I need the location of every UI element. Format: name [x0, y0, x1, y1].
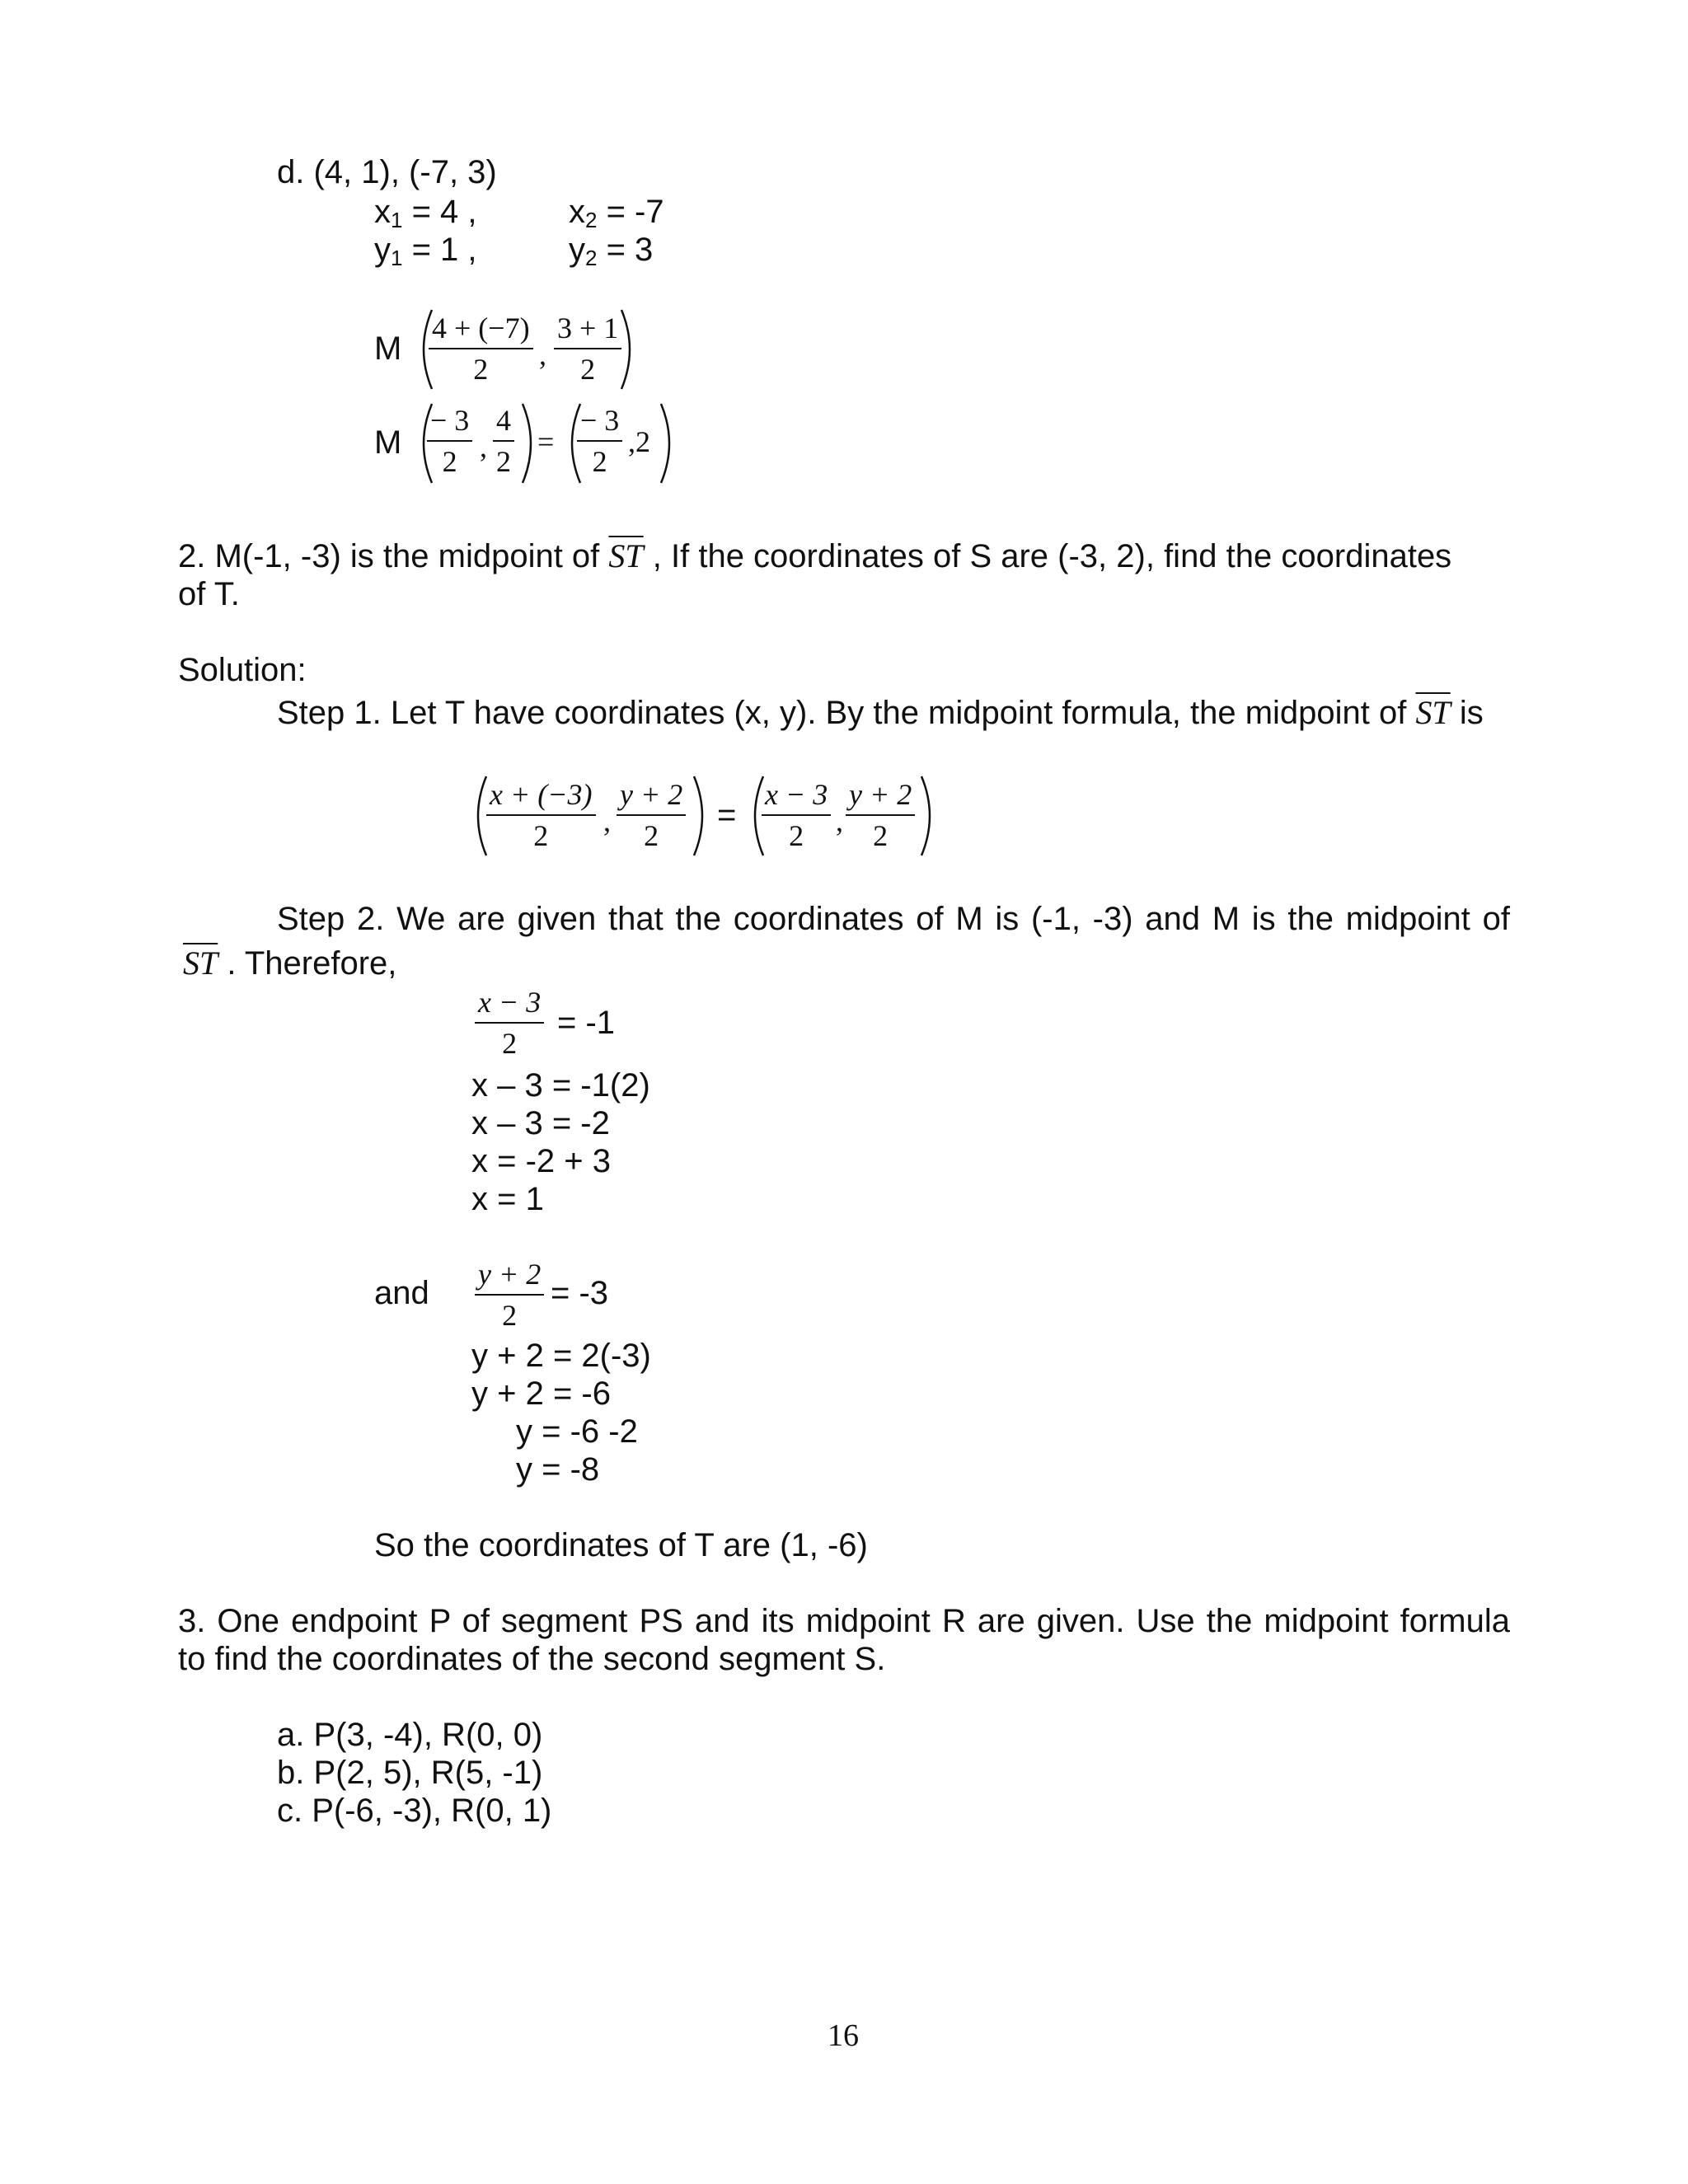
- comma: ,: [539, 338, 546, 371]
- x-step-1: x – 3 = -1(2): [471, 1067, 650, 1104]
- problem-3-item-b: b. P(2, 5), R(5, -1): [277, 1755, 543, 1791]
- comma: ,: [603, 804, 611, 837]
- midpoint-m2-label: M: [374, 424, 402, 461]
- and-label: and: [374, 1275, 429, 1311]
- step-2-line2: $\overline{ST}$ . Therefore,: [183, 944, 397, 982]
- right-paren: [617, 307, 641, 392]
- fraction-sum-y: 3 + 1 2: [554, 312, 621, 386]
- comma: ,: [836, 804, 843, 837]
- problem-3-line2: to find the coordinates of the second segment S.: [178, 1641, 886, 1677]
- part-d-label: d. (4, 1), (-7, 3): [277, 154, 497, 190]
- y1-value: $y_1 = 1$ ,: [374, 232, 477, 270]
- right-paren: [689, 773, 714, 859]
- fraction-y-plus-2: y + 2 2: [617, 778, 686, 852]
- step-1-text: Step 1. Let T have coordinates (x, y). By the midpoint formula, the midpoint of $\overline{ST}$ is: [277, 694, 1484, 731]
- x-step-2: x – 3 = -2: [471, 1105, 610, 1141]
- y-step-1: y + 2 = 2(-3): [471, 1338, 651, 1374]
- problem-3-item-c: c. P(-6, -3), R(0, 1): [277, 1793, 552, 1829]
- y-step-4: y = -8: [516, 1451, 600, 1488]
- comma: ,: [480, 430, 487, 463]
- step-2-line1: Step 2. We are given that the coordinates of M is (-1, -3) and M is the midpoint of: [277, 901, 1510, 937]
- fraction-neg3-over-2: − 3 2: [427, 404, 472, 478]
- problem-3-item-a: a. P(3, -4), R(0, 0): [277, 1717, 543, 1753]
- y-step-3: y = -6 -2: [516, 1413, 638, 1450]
- problem-2-line2: of T.: [178, 576, 240, 612]
- x2-value: $x_2 = -7$: [569, 194, 664, 232]
- problem-3-line1: 3. One endpoint P of segment PS and its midpoint R are given. Use the midpoint formula: [178, 1603, 1510, 1639]
- x1-value: $x_1 = 4$ ,: [374, 194, 477, 232]
- midpoint-m-label: M: [374, 330, 402, 367]
- right-paren: [917, 773, 941, 859]
- fraction-sum-x: 4 + (−7) 2: [429, 312, 533, 386]
- fraction-x-minus-3: x − 3 2: [762, 778, 831, 852]
- x-equation-rhs: = -1: [557, 1005, 616, 1041]
- problem-2-line1: 2. M(-1, -3) is the midpoint of $\overline{ST}$ , If the coordinates of S are (-3, 2), find the coordinates: [178, 537, 1452, 574]
- x-step-3: x = -2 + 3: [471, 1143, 611, 1179]
- fraction-x-minus-3-over-2: x − 3 2: [475, 986, 544, 1060]
- y2-value: $y_2 = 3$: [569, 232, 654, 270]
- equals-sign: =: [717, 797, 737, 833]
- fraction-y-plus-2-over-2: y + 2 2: [475, 1258, 544, 1332]
- y-step-2: y + 2 = -6: [471, 1376, 611, 1412]
- conclusion-text: So the coordinates of T are (1, -6): [374, 1527, 868, 1563]
- x-step-4: x = 1: [471, 1181, 544, 1217]
- equals-sign: =: [537, 425, 555, 458]
- solution-label: Solution:: [178, 652, 307, 688]
- fraction-x-plus-neg3: x + (−3) 2: [486, 778, 596, 852]
- fraction-y-plus-2-b: y + 2 2: [846, 778, 915, 852]
- right-paren: [656, 401, 681, 486]
- result-tail: ,2: [628, 425, 650, 458]
- fraction-neg3-over-2-result: − 3 2: [577, 404, 622, 478]
- page-number: 16: [828, 2018, 859, 2053]
- fraction-4-over-2: 4 2: [493, 404, 514, 478]
- y-equation-rhs: = -3: [551, 1275, 609, 1311]
